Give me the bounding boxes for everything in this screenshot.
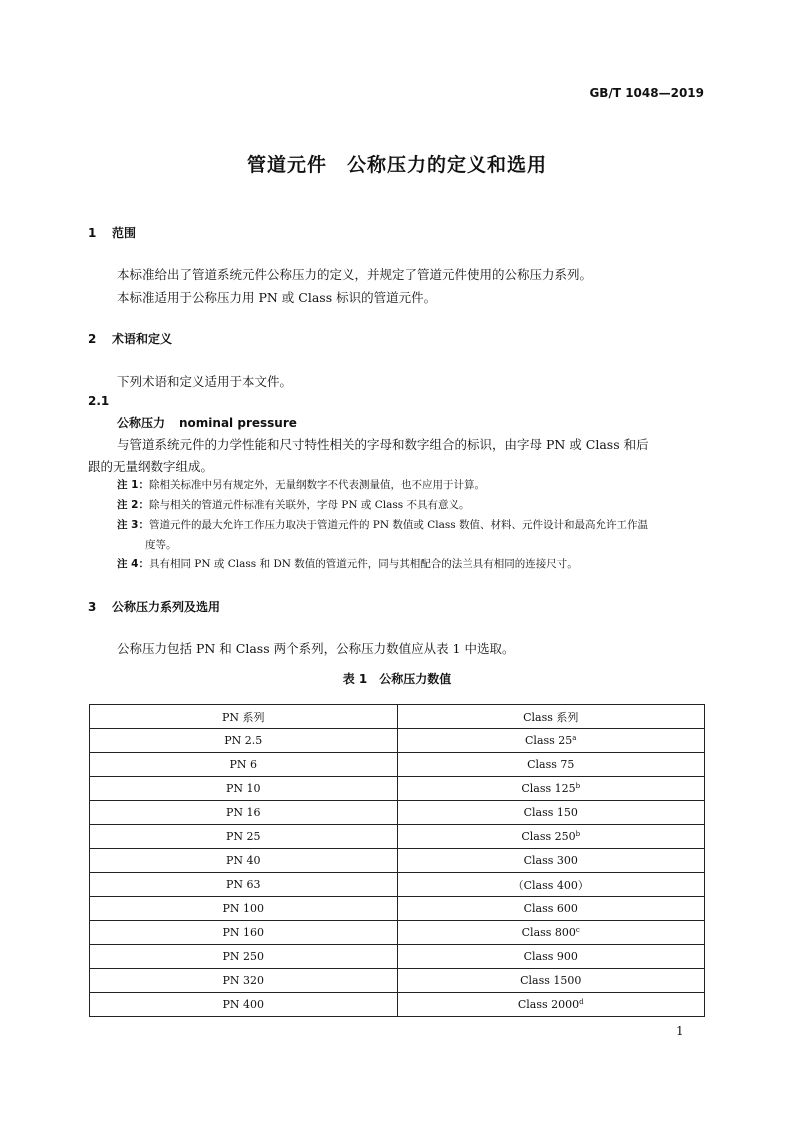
table-row [90, 897, 705, 921]
class-value: Class 1500 [397, 969, 705, 993]
term-number: 2.1 [88, 394, 110, 408]
table-row [90, 993, 705, 1017]
section-3-number: 3 [88, 600, 97, 614]
table-row [90, 777, 705, 801]
section-1-paragraph-1: 本标准给出了管道系统元件公称压力的定义，并规定了管道元件使用的公称压力系列。 [117, 267, 593, 282]
table-row [90, 849, 705, 873]
footnote-mark: d [579, 998, 584, 1006]
table-row [90, 873, 705, 897]
pn-value: PN 250 [90, 945, 398, 969]
pn-value: PN 25 [90, 825, 398, 849]
note-3 [117, 517, 648, 532]
note-1-text: 除相关标准中另有规定外，无量纲数字不代表测量值，也不应用于计算。 [148, 479, 485, 491]
class-value: Class 75 [397, 753, 705, 777]
footnote-mark: b [575, 830, 581, 838]
section-1-number: 1 [88, 226, 97, 240]
table-header-row [90, 705, 705, 729]
section-1-heading [88, 224, 136, 241]
footnote-mark: c [575, 926, 580, 934]
class-value: Class 2000$^d$ [397, 993, 705, 1017]
section-2-number: 2 [88, 332, 97, 346]
note-1 [117, 477, 485, 492]
note-3-text: 管道元件的最大允许工作压力取决于管道元件的 PN 数值或 Class 数值、材料、元件设计和最高允许工作温 [148, 519, 648, 531]
table-row [90, 825, 705, 849]
section-2-heading [88, 330, 172, 347]
section-2-intro: 下列术语和定义适用于本文件。 [117, 374, 293, 389]
term-definition-line-2: 跟的无量纲数字组成。 [88, 459, 214, 474]
title-part-2: 公称压力的定义和选用 [347, 154, 548, 176]
class-value: （Class 400） [397, 873, 705, 897]
nominal-pressure-table [89, 704, 705, 1017]
note-4-text: 具有相同 PN 或 Class 和 DN 数值的管道元件，同与其相配合的法兰具有相同的连接尺寸。 [148, 558, 578, 570]
class-value: Class 600 [397, 897, 705, 921]
standard-code: GB/T 1048—2019 [589, 86, 704, 100]
header-pn-series: PN 系列 [90, 705, 398, 729]
page-number: 1 [676, 1024, 684, 1038]
class-value: Class 900 [397, 945, 705, 969]
header-class-series: Class 系列 [397, 705, 705, 729]
class-value: Class 250$^b$ [397, 825, 705, 849]
footnote-mark: a [572, 734, 577, 742]
table-row [90, 921, 705, 945]
section-3-paragraph: 公称压力包括 PN 和 Class 两个系列，公称压力数值应从表 1 中选取。 [117, 641, 515, 656]
table-row [90, 801, 705, 825]
section-1-title: 范围 [112, 226, 137, 240]
note-2 [117, 497, 470, 512]
footnote-mark: b [575, 782, 581, 790]
class-value: Class 800$^c$ [397, 921, 705, 945]
class-value: Class 300 [397, 849, 705, 873]
note-4-label: 注 4： [117, 558, 149, 570]
term-name-zh: 公称压力 [117, 416, 166, 430]
pn-value: PN 100 [90, 897, 398, 921]
note-3-continuation: 度等。 [145, 539, 177, 551]
pn-value: PN 160 [90, 921, 398, 945]
title-part-1: 管道元件 [246, 154, 327, 176]
term-name-en: nominal pressure [179, 416, 297, 430]
section-2-title: 术语和定义 [112, 332, 173, 346]
class-value: Class 25$^a$ [397, 729, 705, 753]
section-3-title: 公称压力系列及选用 [112, 600, 221, 614]
note-2-label: 注 2： [117, 499, 149, 511]
pn-value: PN 400 [90, 993, 398, 1017]
document-title [0, 150, 794, 177]
note-3-label: 注 3： [117, 519, 149, 531]
table-row [90, 729, 705, 753]
section-1-paragraph-2: 本标准适用于公称压力用 PN 或 Class 标识的管道元件。 [117, 290, 437, 305]
class-value: Class 125$^b$ [397, 777, 705, 801]
note-2-text: 除与相关的管道元件标准有关联外，字母 PN 或 Class 不具有意义。 [148, 499, 470, 511]
pn-value: PN 63 [90, 873, 398, 897]
section-3-heading [88, 598, 220, 615]
table-row [90, 945, 705, 969]
table-row [90, 969, 705, 993]
table-caption: 表 1 公称压力数值 [342, 672, 452, 686]
term-definition-line-1: 与管道系统元件的力学性能和尺寸特性相关的字母和数字组合的标识，由字母 PN 或 Class 和后 [117, 437, 649, 452]
term-name [117, 414, 297, 431]
pn-value: PN 320 [90, 969, 398, 993]
pn-value: PN 6 [90, 753, 398, 777]
pn-value: PN 10 [90, 777, 398, 801]
class-value: Class 150 [397, 801, 705, 825]
note-4 [117, 556, 578, 571]
note-1-label: 注 1： [117, 479, 149, 491]
pn-value: PN 2.5 [90, 729, 398, 753]
pn-value: PN 16 [90, 801, 398, 825]
pn-value: PN 40 [90, 849, 398, 873]
table-row [90, 753, 705, 777]
